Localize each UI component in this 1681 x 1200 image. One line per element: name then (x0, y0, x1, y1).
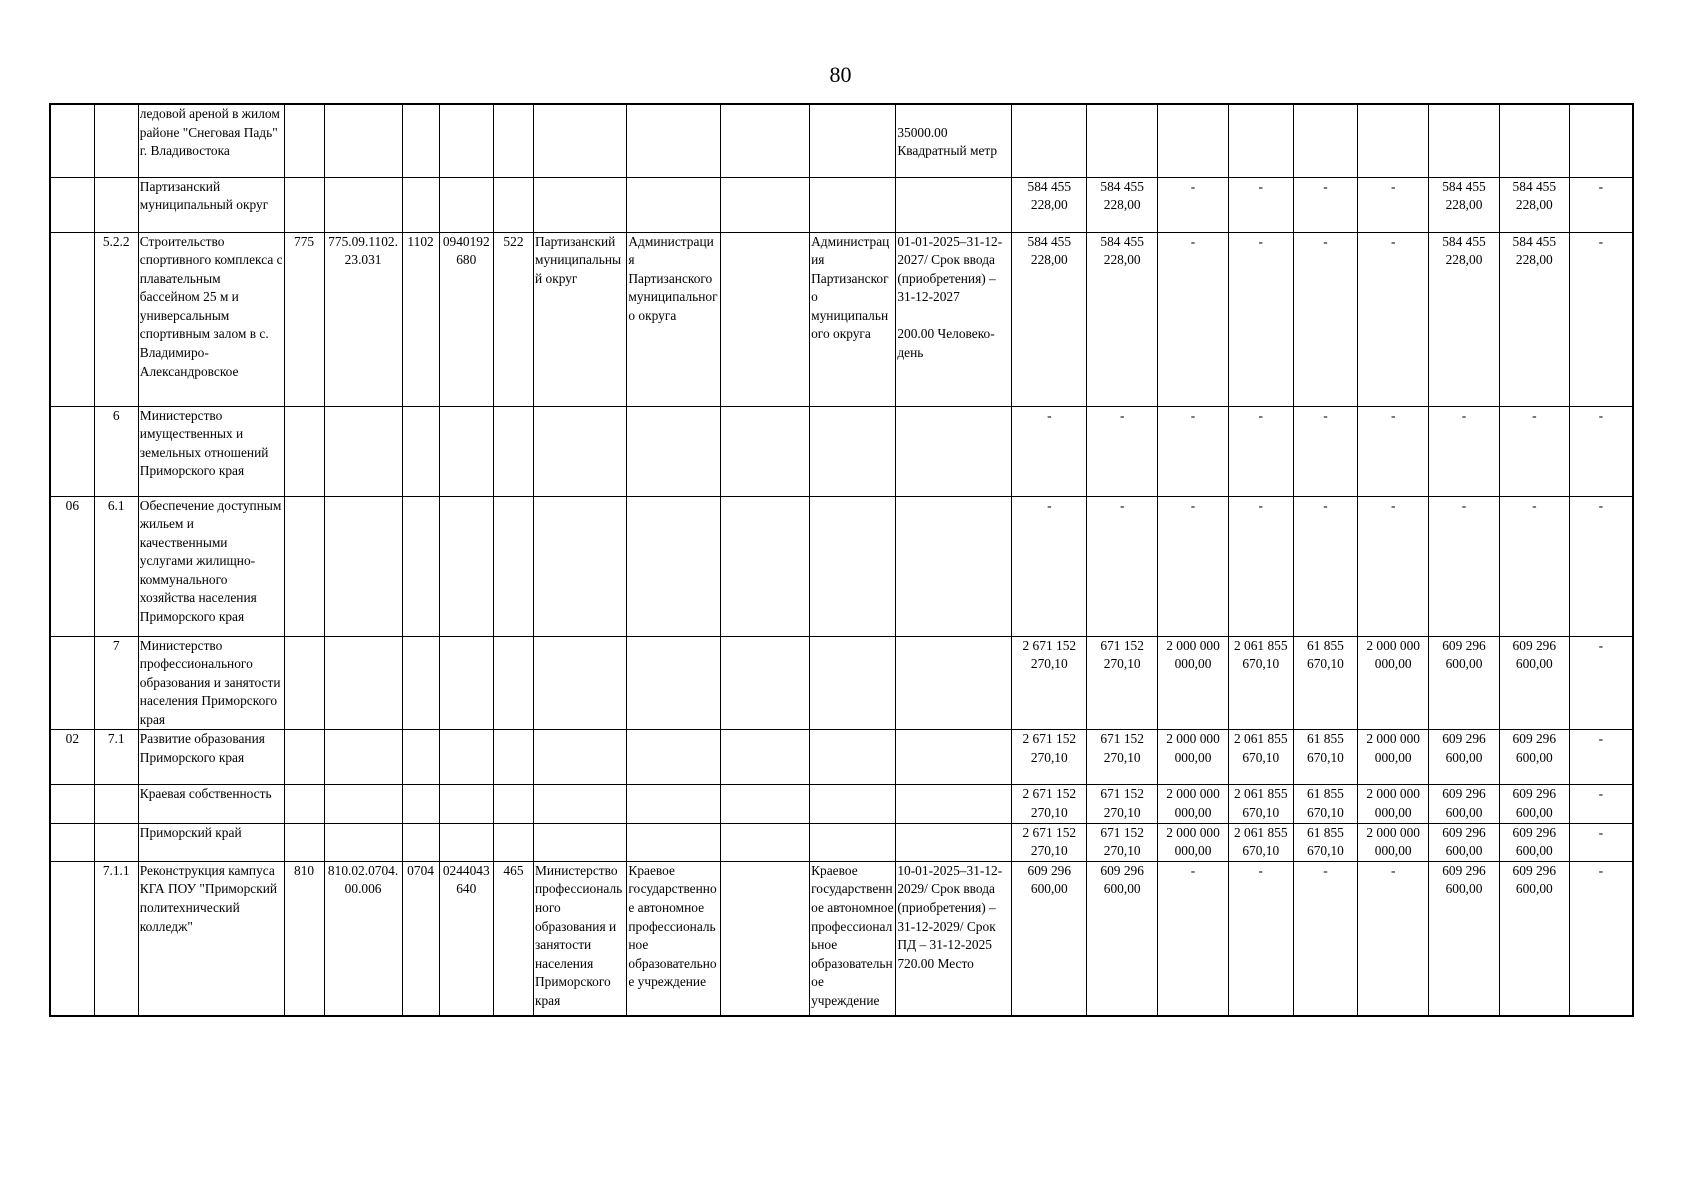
value-cell-9: - (1569, 861, 1633, 1016)
term-capacity-cell: 10-01-2025–31-12-2029/ Срок ввода (приобретения) – 31-12-2029/ Срок ПД – 31-12-2025 720.00 Место (896, 861, 1012, 1016)
grbs-cell (284, 406, 324, 496)
value-cell-6: - (1358, 177, 1429, 232)
value-cell-6 (1358, 104, 1429, 177)
value-cell-5 (1293, 104, 1358, 177)
value-cell-3 (1158, 104, 1229, 177)
extra-cell (720, 861, 809, 1016)
value-cell-8: 609 296 600,00 (1499, 636, 1569, 730)
extra-cell (720, 785, 809, 823)
value-cell-5: 61 855 670,10 (1293, 730, 1358, 785)
item-number-cell: 7 (94, 636, 138, 730)
target-article-cell (439, 785, 493, 823)
value-cell-2: 609 296 600,00 (1087, 861, 1158, 1016)
expense-type-cell (493, 785, 533, 823)
value-cell-3: 2 000 000 000,00 (1158, 636, 1229, 730)
value-cell-8 (1499, 104, 1569, 177)
term-capacity-cell (896, 785, 1012, 823)
value-cell-2: 671 152 270,10 (1087, 636, 1158, 730)
item-number-cell: 7.1.1 (94, 861, 138, 1016)
value-cell-5: 61 855 670,10 (1293, 823, 1358, 861)
value-cell-5: - (1293, 177, 1358, 232)
section-cell: 1102 (402, 232, 439, 406)
investment-table (49, 103, 1634, 1017)
value-cell-6: - (1358, 496, 1429, 636)
owner-cell: Краевое государственное автономное профессиональное образовательное учреждение (627, 861, 720, 1016)
object-name-cell: Министерство профессионального образования и занятости населения Приморского края (138, 636, 284, 730)
term-capacity-cell (896, 177, 1012, 232)
value-cell-9: - (1569, 406, 1633, 496)
value-cell-6: 2 000 000 000,00 (1358, 785, 1429, 823)
value-cell-8: 609 296 600,00 (1499, 785, 1569, 823)
value-cell-4: 2 061 855 670,10 (1228, 730, 1293, 785)
table-row (50, 730, 1633, 785)
grbs-cell: 775 (284, 232, 324, 406)
value-cell-9: - (1569, 232, 1633, 406)
target-article-cell (439, 104, 493, 177)
value-cell-1: 609 296 600,00 (1012, 861, 1087, 1016)
object-name-cell: Строительство спортивного комплекса с плавательным бассейном 25 м и универсальным спортивным залом в с. Владимиро-Александровское (138, 232, 284, 406)
expense-type-cell: 522 (493, 232, 533, 406)
csr-cell (324, 406, 402, 496)
value-cell-5: - (1293, 861, 1358, 1016)
program-code-cell (50, 861, 94, 1016)
value-cell-2 (1087, 104, 1158, 177)
extra-cell (720, 406, 809, 496)
section-cell (402, 785, 439, 823)
term-capacity-cell: 01-01-2025–31-12-2027/ Срок ввода (приобретения) – 31-12-2027 200.00 Человеко-день (896, 232, 1012, 406)
extra-cell (720, 177, 809, 232)
value-cell-2: 671 152 270,10 (1087, 730, 1158, 785)
municipality-cell (533, 730, 626, 785)
expense-type-cell (493, 496, 533, 636)
target-article-cell (439, 406, 493, 496)
object-name-cell: Развитие образования Приморского края (138, 730, 284, 785)
value-cell-9: - (1569, 730, 1633, 785)
owner-cell (627, 636, 720, 730)
item-number-cell: 6 (94, 406, 138, 496)
program-code-cell (50, 104, 94, 177)
term-capacity-cell (896, 636, 1012, 730)
value-cell-7: 609 296 600,00 (1429, 861, 1500, 1016)
extra-cell (720, 104, 809, 177)
csr-cell: 775.09.1102.23.031 (324, 232, 402, 406)
target-article-cell (439, 730, 493, 785)
page-number: 80 (829, 62, 852, 87)
customer-cell (810, 104, 896, 177)
expense-type-cell: 465 (493, 861, 533, 1016)
item-number-cell: 6.1 (94, 496, 138, 636)
owner-cell (627, 785, 720, 823)
csr-cell (324, 104, 402, 177)
value-cell-6: 2 000 000 000,00 (1358, 636, 1429, 730)
program-code-cell (50, 232, 94, 406)
value-cell-3: 2 000 000 000,00 (1158, 823, 1229, 861)
program-code-cell (50, 177, 94, 232)
item-number-cell (94, 785, 138, 823)
value-cell-2: 584 455 228,00 (1087, 177, 1158, 232)
object-name-cell: Министерство имущественных и земельных отношений Приморского края (138, 406, 284, 496)
value-cell-7: 609 296 600,00 (1429, 730, 1500, 785)
value-cell-2: 671 152 270,10 (1087, 823, 1158, 861)
program-code-cell (50, 785, 94, 823)
section-cell (402, 823, 439, 861)
municipality-cell (533, 104, 626, 177)
grbs-cell: 810 (284, 861, 324, 1016)
owner-cell (627, 406, 720, 496)
extra-cell (720, 636, 809, 730)
value-cell-4: - (1228, 861, 1293, 1016)
target-article-cell (439, 177, 493, 232)
customer-cell (810, 406, 896, 496)
customer-cell: Администрация Партизанского муниципального округа (810, 232, 896, 406)
value-cell-8: 609 296 600,00 (1499, 823, 1569, 861)
term-capacity-cell (896, 730, 1012, 785)
owner-cell (627, 823, 720, 861)
value-cell-4: - (1228, 406, 1293, 496)
table-row (50, 406, 1633, 496)
table-row (50, 823, 1633, 861)
owner-cell (627, 730, 720, 785)
value-cell-2: 671 152 270,10 (1087, 785, 1158, 823)
extra-cell (720, 823, 809, 861)
object-name-cell: Краевая собственность (138, 785, 284, 823)
section-cell (402, 496, 439, 636)
csr-cell (324, 785, 402, 823)
value-cell-7: - (1429, 496, 1500, 636)
expense-type-cell (493, 104, 533, 177)
csr-cell (324, 636, 402, 730)
value-cell-4: 2 061 855 670,10 (1228, 785, 1293, 823)
term-capacity-cell (896, 823, 1012, 861)
program-code-cell: 06 (50, 496, 94, 636)
extra-cell (720, 730, 809, 785)
value-cell-5: 61 855 670,10 (1293, 785, 1358, 823)
item-number-cell: 7.1 (94, 730, 138, 785)
value-cell-8: 609 296 600,00 (1499, 861, 1569, 1016)
section-cell (402, 104, 439, 177)
csr-cell (324, 823, 402, 861)
value-cell-9: - (1569, 496, 1633, 636)
value-cell-6: 2 000 000 000,00 (1358, 823, 1429, 861)
value-cell-7 (1429, 104, 1500, 177)
value-cell-6: - (1358, 406, 1429, 496)
section-cell (402, 177, 439, 232)
value-cell-7: 609 296 600,00 (1429, 785, 1500, 823)
value-cell-7: - (1429, 406, 1500, 496)
extra-cell (720, 496, 809, 636)
value-cell-8: 609 296 600,00 (1499, 730, 1569, 785)
value-cell-6: 2 000 000 000,00 (1358, 730, 1429, 785)
value-cell-1: 2 671 152 270,10 (1012, 823, 1087, 861)
value-cell-4: 2 061 855 670,10 (1228, 636, 1293, 730)
value-cell-2: - (1087, 496, 1158, 636)
value-cell-7: 584 455 228,00 (1429, 177, 1500, 232)
table-row (50, 496, 1633, 636)
grbs-cell (284, 823, 324, 861)
owner-cell (627, 496, 720, 636)
owner-cell (627, 104, 720, 177)
table-row (50, 104, 1633, 177)
owner-cell (627, 177, 720, 232)
value-cell-8: 584 455 228,00 (1499, 177, 1569, 232)
target-article-cell (439, 636, 493, 730)
value-cell-5: 61 855 670,10 (1293, 636, 1358, 730)
object-name-cell: ледовой ареной в жилом районе "Снеговая Падь" г. Владивостока (138, 104, 284, 177)
grbs-cell (284, 104, 324, 177)
customer-cell (810, 636, 896, 730)
target-article-cell: 0244043640 (439, 861, 493, 1016)
object-name-cell: Приморский край (138, 823, 284, 861)
value-cell-7: 609 296 600,00 (1429, 823, 1500, 861)
section-cell: 0704 (402, 861, 439, 1016)
item-number-cell (94, 104, 138, 177)
program-code-cell: 02 (50, 730, 94, 785)
owner-cell: Администрация Партизанского муниципального округа (627, 232, 720, 406)
value-cell-4: - (1228, 496, 1293, 636)
value-cell-1: 584 455 228,00 (1012, 232, 1087, 406)
expense-type-cell (493, 636, 533, 730)
object-name-cell: Партизанский муниципальный округ (138, 177, 284, 232)
target-article-cell (439, 496, 493, 636)
section-cell (402, 406, 439, 496)
grbs-cell (284, 730, 324, 785)
value-cell-9 (1569, 104, 1633, 177)
csr-cell (324, 496, 402, 636)
section-cell (402, 636, 439, 730)
value-cell-5: - (1293, 496, 1358, 636)
grbs-cell (284, 785, 324, 823)
value-cell-6: - (1358, 232, 1429, 406)
municipality-cell (533, 636, 626, 730)
value-cell-8: 584 455 228,00 (1499, 232, 1569, 406)
value-cell-9: - (1569, 785, 1633, 823)
term-capacity-cell (896, 496, 1012, 636)
grbs-cell (284, 177, 324, 232)
table-row (50, 636, 1633, 730)
value-cell-1: 2 671 152 270,10 (1012, 785, 1087, 823)
municipality-cell (533, 785, 626, 823)
value-cell-3: - (1158, 496, 1229, 636)
table-row (50, 861, 1633, 1016)
target-article-cell (439, 823, 493, 861)
value-cell-3: - (1158, 861, 1229, 1016)
value-cell-8: - (1499, 496, 1569, 636)
municipality-cell (533, 406, 626, 496)
section-cell (402, 730, 439, 785)
value-cell-9: - (1569, 636, 1633, 730)
term-capacity-cell: 35000.00 Квадратный метр (896, 104, 1012, 177)
object-name-cell: Реконструкция кампуса КГА ПОУ "Приморский политехнический колледж" (138, 861, 284, 1016)
customer-cell: Краевое государственное автономное профессиональное образовательное учреждение (810, 861, 896, 1016)
value-cell-6: - (1358, 861, 1429, 1016)
value-cell-2: - (1087, 406, 1158, 496)
value-cell-1: - (1012, 406, 1087, 496)
value-cell-1: 584 455 228,00 (1012, 177, 1087, 232)
value-cell-3: - (1158, 232, 1229, 406)
customer-cell (810, 785, 896, 823)
program-code-cell (50, 823, 94, 861)
value-cell-3: 2 000 000 000,00 (1158, 730, 1229, 785)
value-cell-4: 2 061 855 670,10 (1228, 823, 1293, 861)
grbs-cell (284, 496, 324, 636)
item-number-cell (94, 823, 138, 861)
value-cell-3: - (1158, 177, 1229, 232)
value-cell-8: - (1499, 406, 1569, 496)
municipality-cell (533, 823, 626, 861)
table-row (50, 177, 1633, 232)
value-cell-7: 584 455 228,00 (1429, 232, 1500, 406)
customer-cell (810, 177, 896, 232)
value-cell-1: 2 671 152 270,10 (1012, 636, 1087, 730)
csr-cell: 810.02.0704.00.006 (324, 861, 402, 1016)
target-article-cell: 0940192680 (439, 232, 493, 406)
value-cell-9: - (1569, 177, 1633, 232)
value-cell-9: - (1569, 823, 1633, 861)
municipality-cell (533, 496, 626, 636)
csr-cell (324, 730, 402, 785)
csr-cell (324, 177, 402, 232)
customer-cell (810, 496, 896, 636)
expense-type-cell (493, 730, 533, 785)
municipality-cell (533, 177, 626, 232)
value-cell-3: - (1158, 406, 1229, 496)
value-cell-7: 609 296 600,00 (1429, 636, 1500, 730)
value-cell-1: 2 671 152 270,10 (1012, 730, 1087, 785)
municipality-cell: Министерство профессионального образования и занятости населения Приморского края (533, 861, 626, 1016)
term-capacity-cell (896, 406, 1012, 496)
program-code-cell (50, 406, 94, 496)
grbs-cell (284, 636, 324, 730)
expense-type-cell (493, 823, 533, 861)
item-number-cell (94, 177, 138, 232)
table-row (50, 232, 1633, 406)
value-cell-1: - (1012, 496, 1087, 636)
municipality-cell: Партизанский муниципальный округ (533, 232, 626, 406)
extra-cell (720, 232, 809, 406)
object-name-cell: Обеспечение доступным жильем и качественными услугами жилищно-коммунального хозяйства населения Приморского края (138, 496, 284, 636)
value-cell-1 (1012, 104, 1087, 177)
expense-type-cell (493, 177, 533, 232)
program-code-cell (50, 636, 94, 730)
value-cell-5: - (1293, 406, 1358, 496)
value-cell-4 (1228, 104, 1293, 177)
value-cell-2: 584 455 228,00 (1087, 232, 1158, 406)
value-cell-4: - (1228, 232, 1293, 406)
table-row (50, 785, 1633, 823)
value-cell-3: 2 000 000 000,00 (1158, 785, 1229, 823)
item-number-cell: 5.2.2 (94, 232, 138, 406)
value-cell-4: - (1228, 177, 1293, 232)
customer-cell (810, 823, 896, 861)
value-cell-5: - (1293, 232, 1358, 406)
customer-cell (810, 730, 896, 785)
expense-type-cell (493, 406, 533, 496)
